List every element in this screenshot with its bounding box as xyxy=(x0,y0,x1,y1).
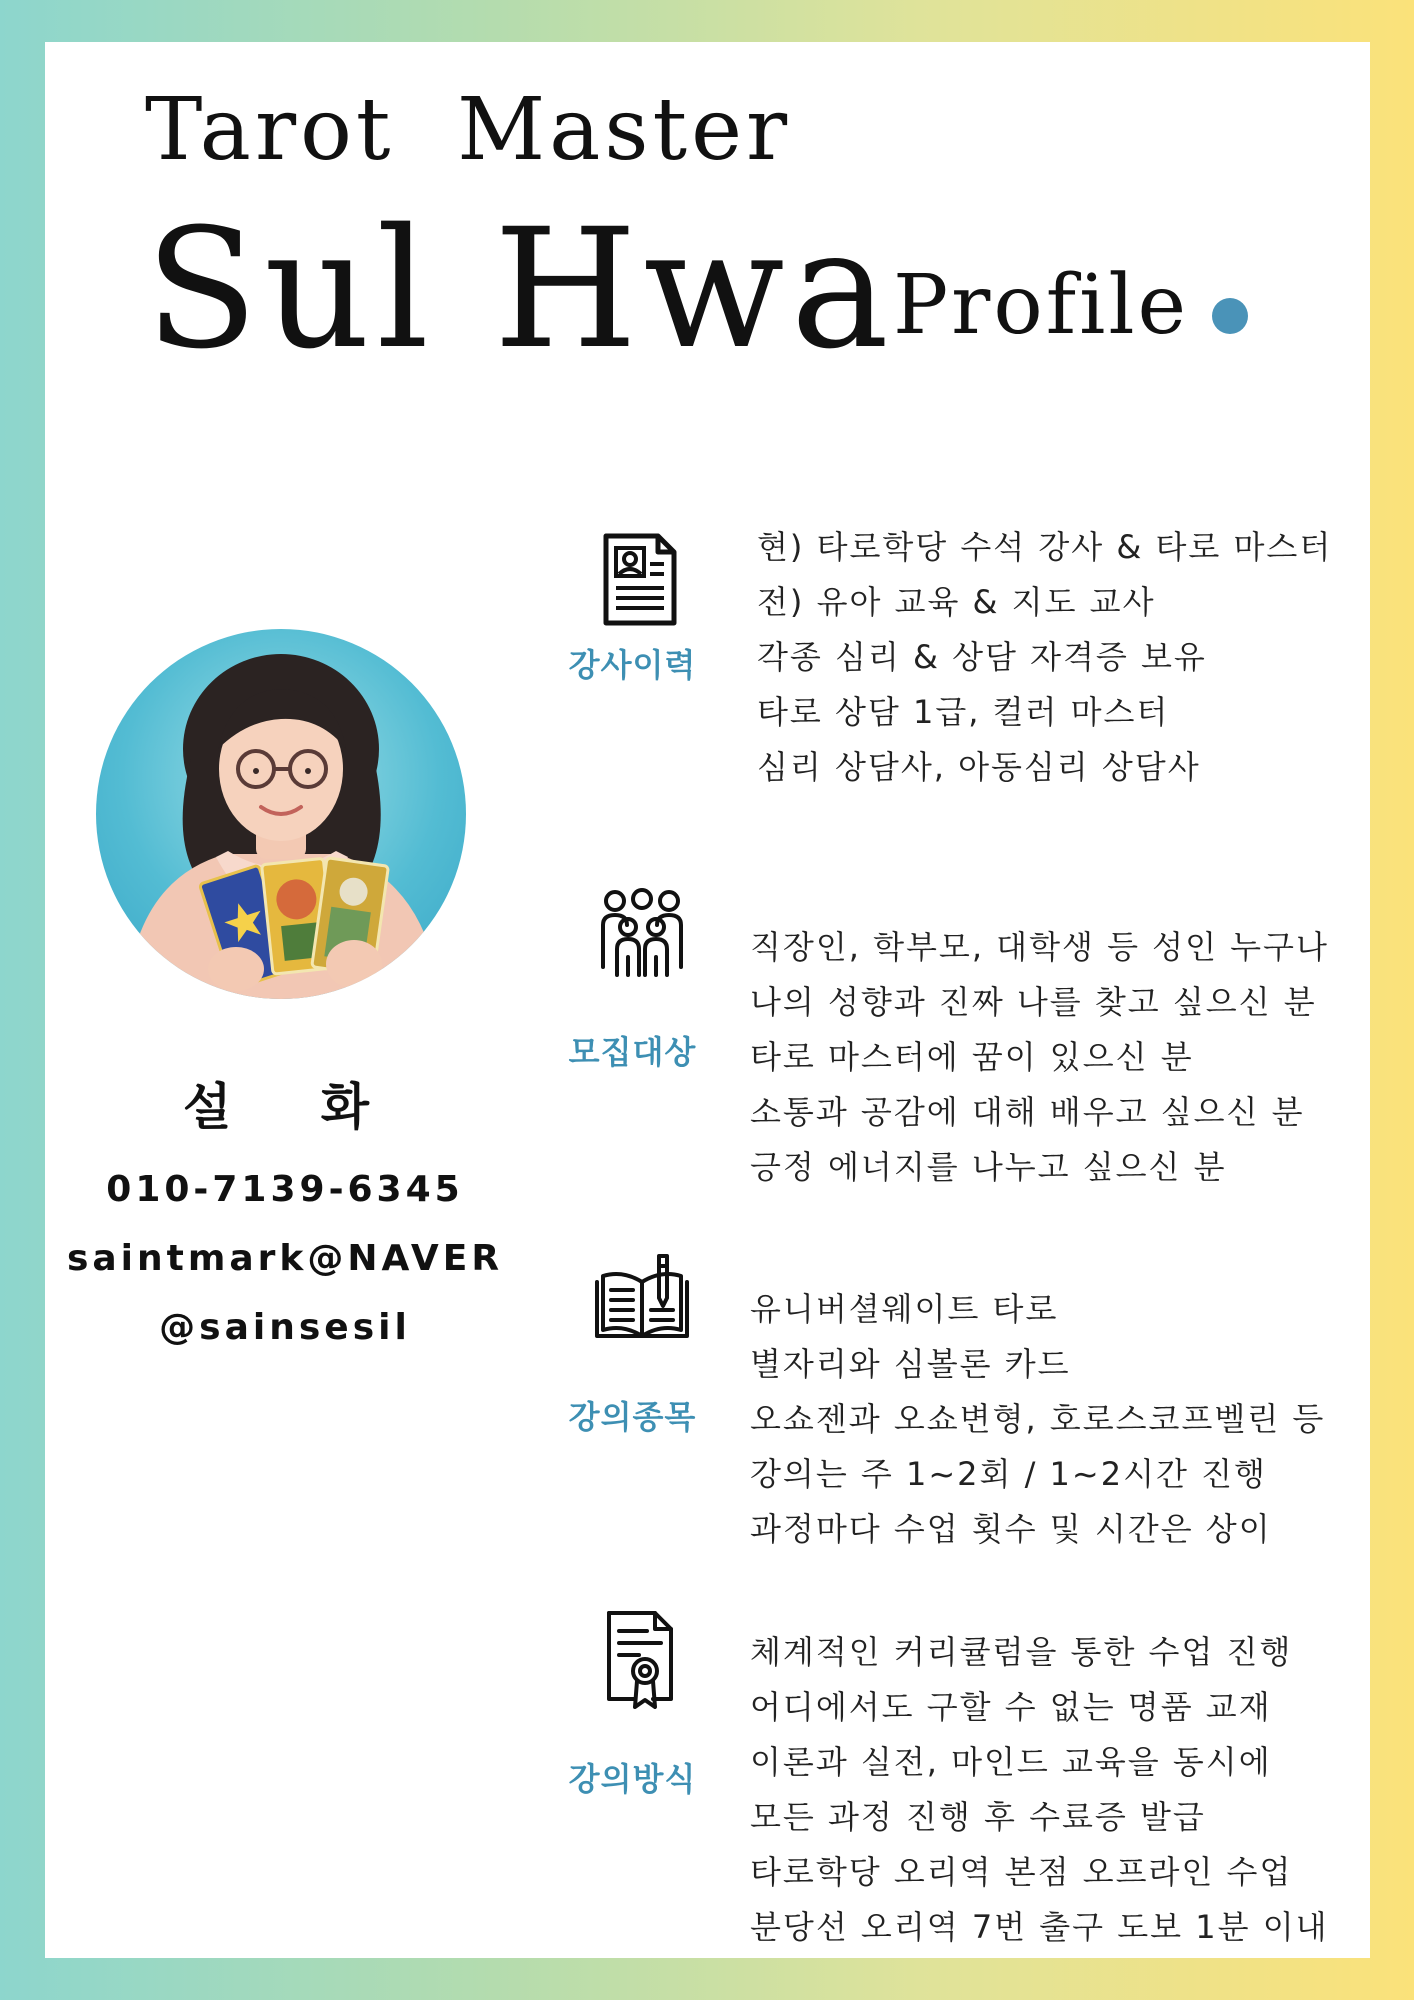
section-label-career: 강사이력 xyxy=(568,646,697,684)
profile-photo xyxy=(96,629,466,999)
list-item: 체계적인 커리큘럼을 통한 수업 진행 xyxy=(750,1633,1293,1671)
section-label-method: 강의방식 xyxy=(568,1760,697,1798)
list-item: 타로 상담 1급, 컬러 마스터 xyxy=(757,693,1170,731)
list-item: 모든 과정 진행 후 수료증 발급 xyxy=(750,1798,1206,1836)
section-career-list xyxy=(757,520,1332,795)
section-label-target: 모집대상 xyxy=(568,1033,697,1071)
list-item: 긍정 에너지를 나누고 싶으신 분 xyxy=(750,1148,1227,1186)
list-item: 전) 유아 교육 & 지도 교사 xyxy=(757,583,1156,621)
list-item: 별자리와 심볼론 카드 xyxy=(750,1345,1071,1383)
phone-number: 010-7139-6345 xyxy=(106,1169,464,1210)
title-profile: Profile xyxy=(893,258,1190,353)
list-item: 과정마다 수업 횟수 및 시간은 상이 xyxy=(750,1510,1272,1548)
list-item: 직장인, 학부모, 대학생 등 성인 누구나 xyxy=(750,928,1329,966)
title-name: Sul Hwa xyxy=(145,193,896,385)
profile-card xyxy=(45,42,1370,1958)
accent-dot xyxy=(1212,298,1248,334)
list-item: 나의 성향과 진짜 나를 찾고 싶으신 분 xyxy=(750,983,1317,1021)
list-item: 타로학당 오리역 본점 오프라인 수업 xyxy=(750,1853,1293,1891)
email-address: saintmark@NAVER xyxy=(66,1238,504,1279)
title-tarot-master: Tarot Master xyxy=(145,80,792,180)
profile-photo-illustration xyxy=(96,629,466,999)
section-method-list xyxy=(750,1625,1329,1955)
list-item: 타로 마스터에 꿈이 있으신 분 xyxy=(750,1038,1194,1076)
list-item: 소통과 공감에 대해 배우고 싶으신 분 xyxy=(750,1093,1305,1131)
section-courses-list xyxy=(750,1282,1325,1557)
section-label-courses: 강의종목 xyxy=(568,1398,697,1436)
list-item: 심리 상담사, 아동심리 상담사 xyxy=(757,748,1201,786)
list-item: 현) 타로학당 수석 강사 & 타로 마스터 xyxy=(757,528,1333,566)
list-item: 유니버셜웨이트 타로 xyxy=(750,1290,1059,1328)
group-people-icon xyxy=(597,887,687,979)
list-item: 어디에서도 구할 수 없는 명품 교재 xyxy=(750,1688,1272,1726)
profile-document-icon xyxy=(600,532,680,627)
list-item: 오쇼젠과 오쇼변형, 호로스코프벨린 등 xyxy=(750,1400,1326,1438)
sns-handle: @sainsesil xyxy=(159,1307,411,1348)
section-target-list xyxy=(750,920,1329,1195)
list-item: 분당선 오리역 7번 출구 도보 1분 이내 xyxy=(750,1908,1329,1946)
list-item: 강의는 주 1~2회 / 1~2시간 진행 xyxy=(750,1455,1267,1493)
list-item: 각종 심리 & 상담 자격증 보유 xyxy=(757,638,1207,676)
list-item: 이론과 실전, 마인드 교육을 동시에 xyxy=(750,1743,1272,1781)
open-book-pen-icon xyxy=(593,1252,691,1344)
certificate-icon xyxy=(605,1609,677,1709)
instructor-name: 설 화 xyxy=(182,1078,405,1136)
